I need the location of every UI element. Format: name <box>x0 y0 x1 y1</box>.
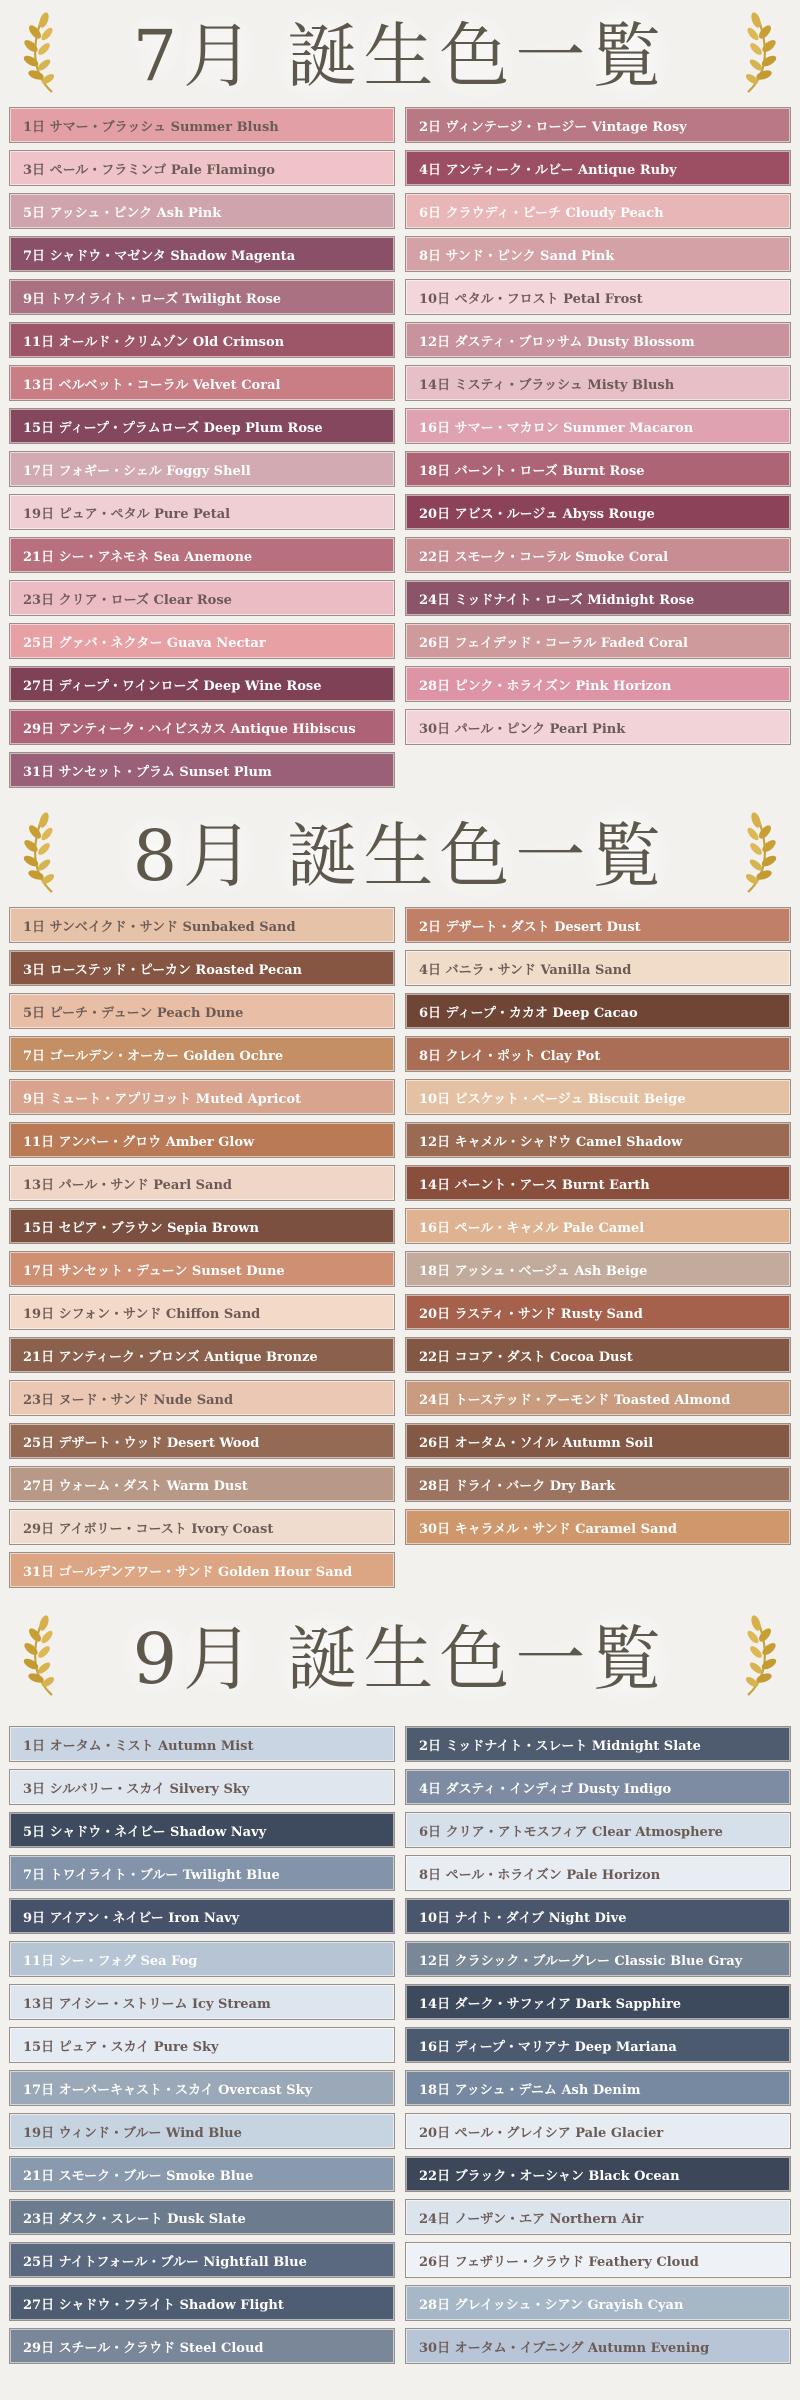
laurel-right-icon <box>732 10 778 96</box>
birth-color-swatch: 12日 クラシック・ブルーグレー Classic Blue Gray <box>405 1941 791 1977</box>
birth-color-swatch: 1日 サマー・ブラッシュ Summer Blush <box>9 107 395 143</box>
birth-color-swatch: 15日 セピア・ブラウン Sepia Brown <box>9 1208 395 1244</box>
birth-color-swatch: 10日 ナイト・ダイブ Night Dive <box>405 1898 791 1934</box>
september-section <box>0 1603 800 2400</box>
birth-color-swatch: 2日 ヴィンテージ・ロージー Vintage Rosy <box>405 107 791 143</box>
birth-color-swatch: 27日 ディープ・ワインローズ Deep Wine Rose <box>9 666 395 702</box>
birth-color-swatch: 20日 ペール・グレイシア Pale Glacier <box>405 2113 791 2149</box>
birth-color-swatch: 20日 アビス・ルージュ Abyss Rouge <box>405 494 791 530</box>
birth-color-swatch: 22日 スモーク・コーラル Smoke Coral <box>405 537 791 573</box>
birth-color-swatch: 16日 ディープ・マリアナ Deep Mariana <box>405 2027 791 2063</box>
birth-color-swatch: 17日 サンセット・デューン Sunset Dune <box>9 1251 395 1287</box>
birth-color-swatch: 15日 ピュア・スカイ Pure Sky <box>9 2027 395 2063</box>
birth-color-swatch: 26日 フェザリー・クラウド Feathery Cloud <box>405 2242 791 2278</box>
birth-color-swatch: 30日 キャラメル・サンド Caramel Sand <box>405 1509 791 1545</box>
birth-color-swatch: 17日 オーバーキャスト・スカイ Overcast Sky <box>9 2070 395 2106</box>
birth-color-swatch: 11日 アンバー・グロウ Amber Glow <box>9 1122 395 1158</box>
birth-color-swatch: 30日 オータム・イブニング Autumn Evening <box>405 2328 791 2364</box>
birth-color-swatch: 9日 トワイライト・ローズ Twilight Rose <box>9 279 395 315</box>
birth-color-swatch: 5日 アッシュ・ピンク Ash Pink <box>9 193 395 229</box>
birth-color-swatch: 11日 オールド・クリムゾン Old Crimson <box>9 322 395 358</box>
birth-color-swatch: 29日 アイボリー・コースト Ivory Coast <box>9 1509 395 1545</box>
september-color-grid <box>9 1726 791 2371</box>
september-title: 9月 誕生色一覧 <box>132 1617 668 1700</box>
birth-color-swatch: 29日 アンティーク・ハイビスカス Antique Hibiscus <box>9 709 395 745</box>
birth-color-swatch: 23日 ヌード・サンド Nude Sand <box>9 1380 395 1416</box>
birth-color-swatch: 7日 トワイライト・ブルー Twilight Blue <box>9 1855 395 1891</box>
birth-color-swatch: 5日 シャドウ・ネイビー Shadow Navy <box>9 1812 395 1848</box>
laurel-right-icon <box>732 810 778 896</box>
birth-color-swatch: 16日 ペール・キャメル Pale Camel <box>405 1208 791 1244</box>
august-header <box>0 800 800 900</box>
birth-color-swatch: 23日 クリア・ローズ Clear Rose <box>9 580 395 616</box>
birth-color-swatch: 1日 サンベイクド・サンド Sunbaked Sand <box>9 907 395 943</box>
birth-color-swatch: 24日 ノーザン・エア Northern Air <box>405 2199 791 2235</box>
birth-color-swatch: 9日 ミュート・アプリコット Muted Apricot <box>9 1079 395 1115</box>
birth-color-swatch: 13日 ベルベット・コーラル Velvet Coral <box>9 365 395 401</box>
birth-color-swatch: 19日 ウィンド・ブルー Wind Blue <box>9 2113 395 2149</box>
birth-color-swatch: 18日 アッシュ・デニム Ash Denim <box>405 2070 791 2106</box>
birth-color-swatch: 25日 グァバ・ネクター Guava Nectar <box>9 623 395 659</box>
birth-color-swatch: 4日 アンティーク・ルビー Antique Ruby <box>405 150 791 186</box>
birth-color-swatch: 3日 シルバリー・スカイ Silvery Sky <box>9 1769 395 1805</box>
birth-color-swatch: 14日 バーント・アース Burnt Earth <box>405 1165 791 1201</box>
birth-color-swatch: 21日 アンティーク・ブロンズ Antique Bronze <box>9 1337 395 1373</box>
birth-color-swatch: 2日 ミッドナイト・スレート Midnight Slate <box>405 1726 791 1762</box>
birth-color-swatch: 18日 アッシュ・ベージュ Ash Beige <box>405 1251 791 1287</box>
july-section <box>0 0 800 795</box>
birth-color-swatch: 21日 スモーク・ブルー Smoke Blue <box>9 2156 395 2192</box>
birth-color-swatch: 18日 バーント・ローズ Burnt Rose <box>405 451 791 487</box>
birth-color-swatch: 11日 シー・フォグ Sea Fog <box>9 1941 395 1977</box>
birth-color-swatch: 31日 サンセット・プラム Sunset Plum <box>9 752 395 788</box>
birth-color-swatch: 1日 オータム・ミスト Autumn Mist <box>9 1726 395 1762</box>
birth-color-swatch: 25日 デザート・ウッド Desert Wood <box>9 1423 395 1459</box>
birth-color-swatch: 2日 デザート・ダスト Desert Dust <box>405 907 791 943</box>
birth-color-swatch: 14日 ダーク・サファイア Dark Sapphire <box>405 1984 791 2020</box>
birth-color-swatch: 8日 クレイ・ポット Clay Pot <box>405 1036 791 1072</box>
birth-color-swatch: 8日 サンド・ピンク Sand Pink <box>405 236 791 272</box>
birth-color-swatch: 13日 パール・サンド Pearl Sand <box>9 1165 395 1201</box>
birth-color-swatch: 19日 ピュア・ペタル Pure Petal <box>9 494 395 530</box>
birth-color-swatch: 24日 トーステッド・アーモンド Toasted Almond <box>405 1380 791 1416</box>
birth-color-swatch: 23日 ダスク・スレート Dusk Slate <box>9 2199 395 2235</box>
birth-color-swatch: 19日 シフォン・サンド Chiffon Sand <box>9 1294 395 1330</box>
birth-color-swatch: 28日 ドライ・バーク Dry Bark <box>405 1466 791 1502</box>
birth-color-swatch: 4日 バニラ・サンド Vanilla Sand <box>405 950 791 986</box>
august-title: 8月 誕生色一覧 <box>132 814 668 897</box>
birth-color-swatch: 26日 オータム・ソイル Autumn Soil <box>405 1423 791 1459</box>
birth-color-swatch: 20日 ラスティ・サンド Rusty Sand <box>405 1294 791 1330</box>
birth-color-swatch: 5日 ピーチ・デューン Peach Dune <box>9 993 395 1029</box>
birth-color-swatch: 6日 ディープ・カカオ Deep Cacao <box>405 993 791 1029</box>
birth-color-swatch: 25日 ナイトフォール・ブルー Nightfall Blue <box>9 2242 395 2278</box>
birth-color-swatch: 4日 ダスティ・インディゴ Dusty Indigo <box>405 1769 791 1805</box>
birth-color-swatch: 12日 キャメル・シャドウ Camel Shadow <box>405 1122 791 1158</box>
birth-color-swatch: 14日 ミスティ・ブラッシュ Misty Blush <box>405 365 791 401</box>
birth-color-swatch: 27日 ウォーム・ダスト Warm Dust <box>9 1466 395 1502</box>
birth-color-swatch: 26日 フェイデッド・コーラル Faded Coral <box>405 623 791 659</box>
birth-color-swatch: 30日 パール・ピンク Pearl Pink <box>405 709 791 745</box>
birth-color-swatch: 10日 ペタル・フロスト Petal Frost <box>405 279 791 315</box>
birth-color-swatch: 6日 クリア・アトモスフィア Clear Atmosphere <box>405 1812 791 1848</box>
birth-color-swatch: 31日 ゴールデンアワー・サンド Golden Hour Sand <box>9 1552 395 1588</box>
birth-color-swatch: 29日 スチール・クラウド Steel Cloud <box>9 2328 395 2364</box>
july-header <box>0 0 800 100</box>
july-title: 7月 誕生色一覧 <box>132 14 668 97</box>
birth-color-swatch: 9日 アイアン・ネイビー Iron Navy <box>9 1898 395 1934</box>
birth-color-swatch: 28日 ピンク・ホライズン Pink Horizon <box>405 666 791 702</box>
august-section <box>0 800 800 1595</box>
birth-color-swatch: 7日 ゴールデン・オーカー Golden Ochre <box>9 1036 395 1072</box>
birth-color-swatch: 3日 ローステッド・ピーカン Roasted Pecan <box>9 950 395 986</box>
birth-color-swatch: 21日 シー・アネモネ Sea Anemone <box>9 537 395 573</box>
birth-color-swatch: 22日 ココア・ダスト Cocoa Dust <box>405 1337 791 1373</box>
birth-color-swatch: 6日 クラウディ・ピーチ Cloudy Peach <box>405 193 791 229</box>
birth-color-swatch: 10日 ビスケット・ベージュ Biscuit Beige <box>405 1079 791 1115</box>
july-color-grid <box>9 107 791 795</box>
birth-color-swatch: 7日 シャドウ・マゼンタ Shadow Magenta <box>9 236 395 272</box>
birth-color-swatch: 24日 ミッドナイト・ローズ Midnight Rose <box>405 580 791 616</box>
birth-color-swatch: 27日 シャドウ・フライト Shadow Flight <box>9 2285 395 2321</box>
birth-color-swatch: 13日 アイシー・ストリーム Icy Stream <box>9 1984 395 2020</box>
birth-color-swatch: 16日 サマー・マカロン Summer Macaron <box>405 408 791 444</box>
laurel-right-icon <box>732 1613 778 1699</box>
birth-color-swatch: 8日 ペール・ホライズン Pale Horizon <box>405 1855 791 1891</box>
birth-color-swatch: 22日 ブラック・オーシャン Black Ocean <box>405 2156 791 2192</box>
august-color-grid <box>9 907 791 1595</box>
birth-color-swatch: 28日 グレイッシュ・シアン Grayish Cyan <box>405 2285 791 2321</box>
birth-color-swatch: 12日 ダスティ・ブロッサム Dusty Blossom <box>405 322 791 358</box>
birth-color-swatch: 3日 ペール・フラミンゴ Pale Flamingo <box>9 150 395 186</box>
birth-color-swatch: 17日 フォギー・シェル Foggy Shell <box>9 451 395 487</box>
september-header <box>0 1603 800 1703</box>
birth-color-swatch: 15日 ディープ・プラムローズ Deep Plum Rose <box>9 408 395 444</box>
